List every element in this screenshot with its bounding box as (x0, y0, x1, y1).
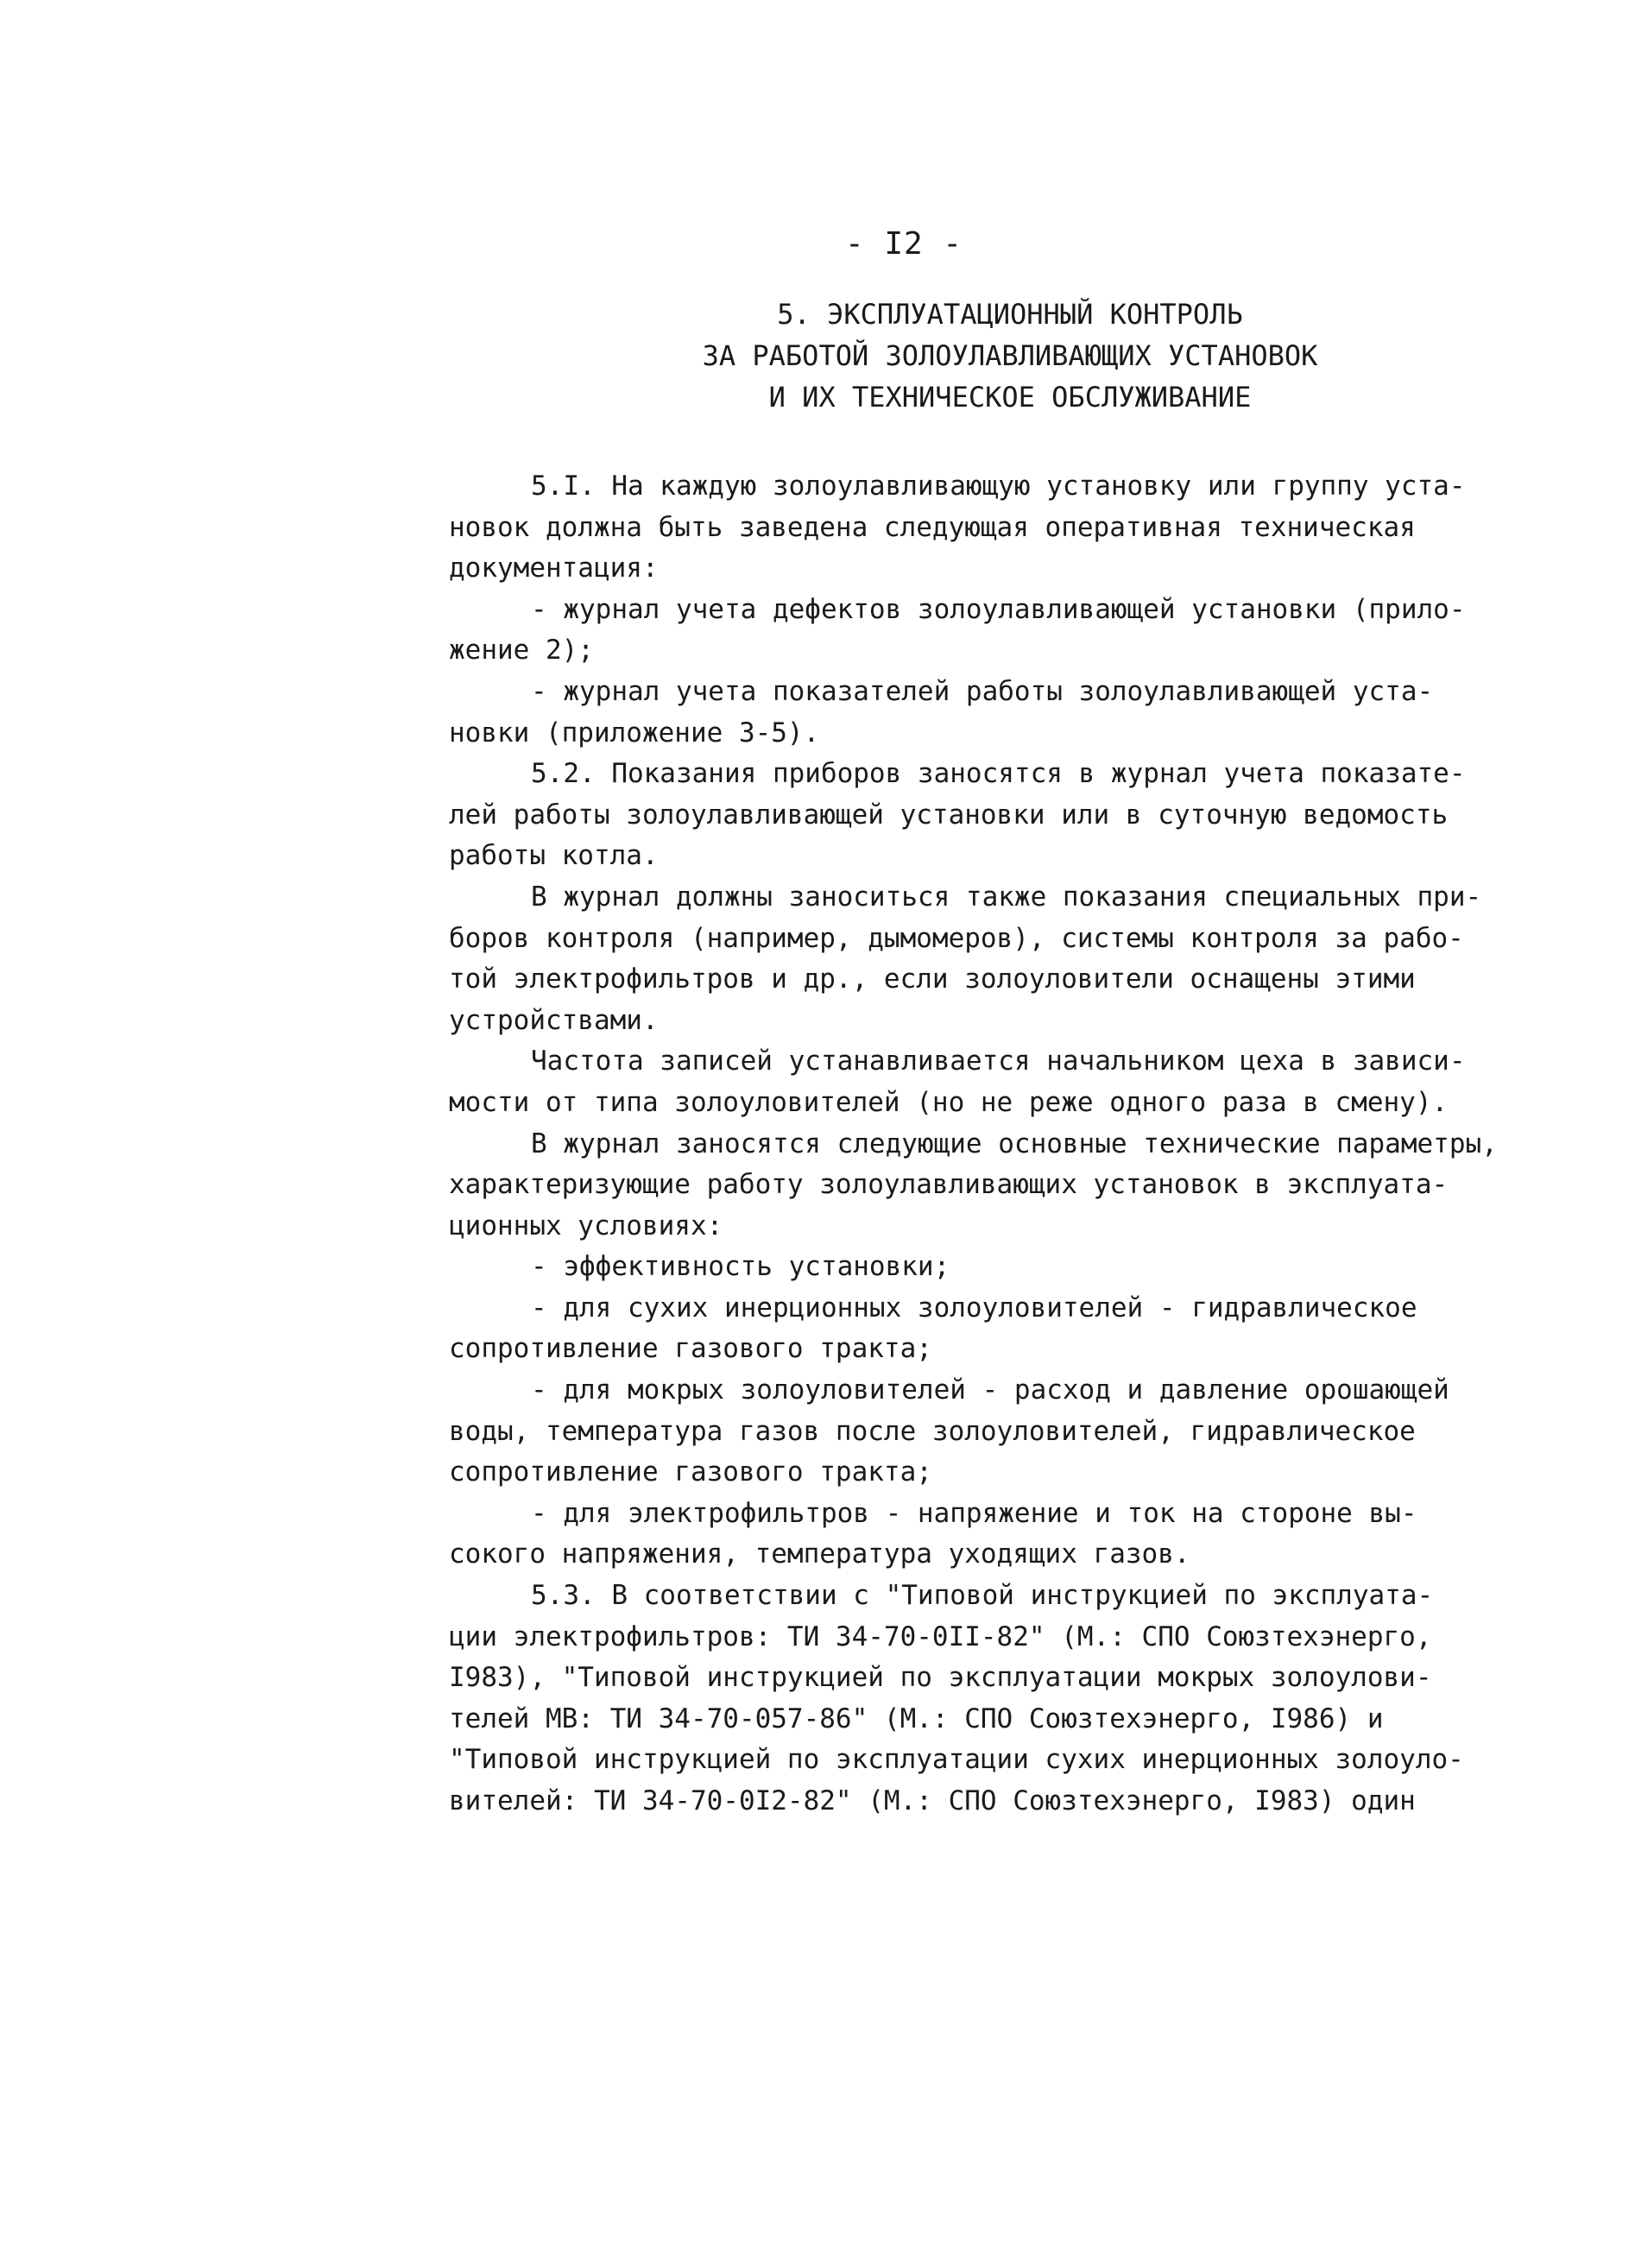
text-line: той электрофильтров и др., если золоуловители оснащены этими (449, 963, 1416, 995)
text-line: "Типовой инструкцией по эксплуатации сухих инерционных золоуло- (449, 1744, 1464, 1776)
heading-line: ЗА РАБОТОЙ ЗОЛОУЛАВЛИВАЮЩИХ УСТАНОВОК (702, 339, 1318, 372)
text-line: - для мокрых золоуловителей - расход и давление орошающей (531, 1374, 1449, 1406)
text-line: сопротивление газового тракта; (449, 1333, 932, 1365)
text-line: новок должна быть заведена следующая оперативная техническая (449, 511, 1416, 543)
body-text (449, 466, 1528, 1823)
text-line: работы котла. (449, 840, 659, 872)
text-line: Частота записей устанавливается начальником цеха в зависи- (531, 1046, 1466, 1077)
text-line: - журнал учета показателей работы золоулавливающей уста- (531, 675, 1434, 707)
text-line: новки (приложение 3-5). (449, 717, 820, 749)
text-line: I983), "Типовой инструкцией по эксплуатации мокрых золоулови- (449, 1662, 1432, 1694)
text-line: лей работы золоулавливающей установки или в суточную ведомость (449, 799, 1449, 831)
text-line: - журнал учета дефектов золоулавливающей установки (прило- (531, 593, 1466, 625)
heading-line: И ИХ ТЕХНИЧЕСКОЕ ОБСЛУЖИВАНИЕ (768, 381, 1252, 414)
text-line: 5.I. На каждую золоулавливающую установку или группу уста- (531, 471, 1466, 502)
heading-line: 5. ЭКСПЛУАТАЦИОННЫЙ КОНТРОЛЬ (777, 298, 1243, 331)
text-line: мости от типа золоуловителей (но не реже одного раза в смену). (449, 1086, 1449, 1118)
text-line: телей МВ: ТИ 34-70-057-86" (М.: СПО Союзтехэнерго, I986) и (449, 1703, 1384, 1734)
text-line: ционных условиях: (449, 1210, 723, 1241)
text-line: устройствами. (449, 1004, 659, 1036)
text-line: сокого напряжения, температура уходящих газов. (449, 1538, 1190, 1570)
text-line: В журнал должны заноситься также показания специальных при- (531, 881, 1482, 913)
text-line: - для сухих инерционных золоуловителей - гидравлическое (531, 1292, 1417, 1324)
text-line: сопротивление газового тракта; (449, 1456, 932, 1488)
text-line: ции электрофильтров: ТИ 34-70-0II-82" (М.: СПО Союзтехэнерго, (449, 1620, 1432, 1652)
text-line: В журнал заносятся следующие основные технические параметры, (531, 1128, 1498, 1159)
page-number: - I2 - (844, 226, 963, 262)
text-line: документация: (449, 553, 659, 584)
text-line: 5.2. Показания приборов заносятся в журнал учета показате- (531, 758, 1466, 790)
text-line: - для электрофильтров - напряжение и ток на стороне вы- (531, 1497, 1417, 1529)
text-line: боров контроля (например, дымомеров), системы контроля за рабо- (449, 922, 1464, 954)
section-heading (639, 294, 1381, 418)
text-line: воды, температура газов после золоуловителей, гидравлическое (449, 1415, 1416, 1447)
text-line: характеризующие работу золоулавливающих установок в эксплуата- (449, 1169, 1449, 1201)
text-line: - эффективность установки; (531, 1251, 950, 1283)
text-line: 5.3. В соответствии с "Типовой инструкцией по эксплуата- (531, 1580, 1434, 1612)
text-line: вителей: ТИ 34-70-0I2-82" (М.: СПО Союзтехэнерго, I983) один (449, 1785, 1416, 1816)
text-line: жение 2); (449, 635, 594, 667)
